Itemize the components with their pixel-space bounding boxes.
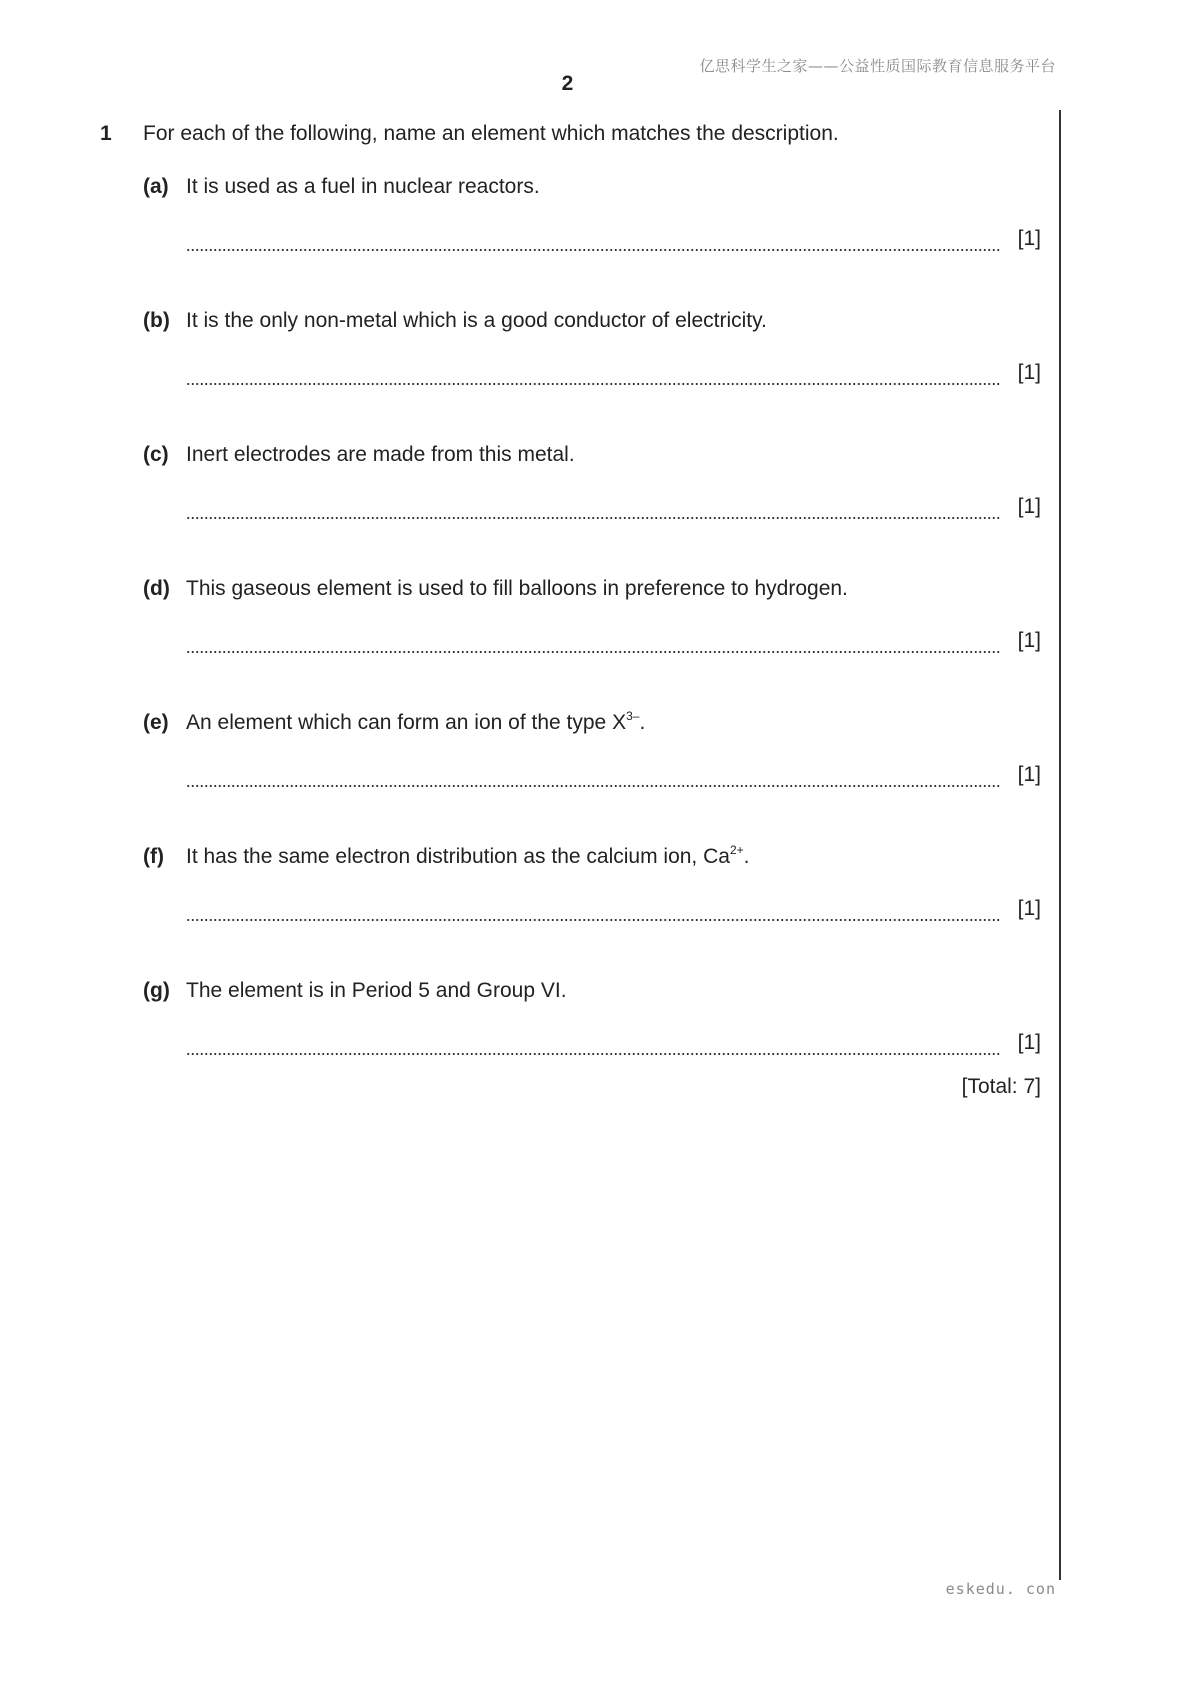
part-label: (b) — [143, 309, 170, 332]
part-text: Inert electrodes are made from this metal. — [186, 443, 575, 466]
answer-line-d[interactable] — [186, 635, 1001, 653]
answer-line-g[interactable] — [186, 1037, 1001, 1055]
page-number: 2 — [561, 72, 574, 95]
answer-line-b[interactable] — [186, 367, 1001, 385]
total-marks: [Total: 7] — [961, 1075, 1041, 1098]
marks-label: [1] — [1017, 495, 1041, 518]
question-stem: For each of the following, name an element which matches the description. — [143, 122, 839, 145]
ion-charge-superscript: 3– — [626, 709, 640, 723]
part-text: It is the only non-metal which is a good conductor of electricity. — [186, 309, 767, 332]
part-text — [186, 711, 645, 735]
marks-label: [1] — [1017, 361, 1041, 384]
part-label: (c) — [143, 443, 169, 466]
margin-line — [1059, 110, 1061, 1580]
answer-line-e[interactable] — [186, 769, 1001, 787]
marks-label: [1] — [1017, 763, 1041, 786]
ion-charge-superscript: 2+ — [729, 843, 744, 857]
footer-watermark: eskedu. con — [945, 1580, 1056, 1598]
answer-line-c[interactable] — [186, 501, 1001, 519]
part-text-end: . — [743, 845, 750, 868]
part-text-main: An element which can form an ion of the type X — [186, 711, 627, 734]
marks-label: [1] — [1017, 227, 1041, 250]
part-label: (g) — [143, 979, 170, 1002]
part-text: The element is in Period 5 and Group VI. — [186, 979, 567, 1002]
marks-label: [1] — [1017, 629, 1041, 652]
part-label: (f) — [143, 845, 164, 868]
marks-label: [1] — [1017, 1031, 1041, 1054]
header-watermark: 亿思科学生之家——公益性质国际教育信息服务平台 — [699, 57, 1056, 75]
part-label: (a) — [143, 175, 169, 198]
part-text: This gaseous element is used to fill balloons in preference to hydrogen. — [186, 577, 848, 600]
part-text — [186, 845, 749, 869]
question-number: 1 — [100, 122, 112, 145]
part-label: (e) — [143, 711, 169, 734]
marks-label: [1] — [1017, 897, 1041, 920]
part-text: It is used as a fuel in nuclear reactors. — [186, 175, 540, 198]
answer-line-a[interactable] — [186, 233, 1001, 251]
part-text-main: It has the same electron distribution as the calcium ion, Ca — [186, 845, 730, 868]
question-part-d — [143, 577, 1041, 687]
part-text-end: . — [639, 711, 646, 734]
question-part-a — [143, 175, 1041, 285]
question-part-e — [143, 711, 1041, 821]
question-part-c — [143, 443, 1041, 553]
question-part-g — [143, 979, 1041, 1089]
answer-line-f[interactable] — [186, 903, 1001, 921]
part-label: (d) — [143, 577, 170, 600]
question-part-f — [143, 845, 1041, 955]
question-part-b — [143, 309, 1041, 419]
